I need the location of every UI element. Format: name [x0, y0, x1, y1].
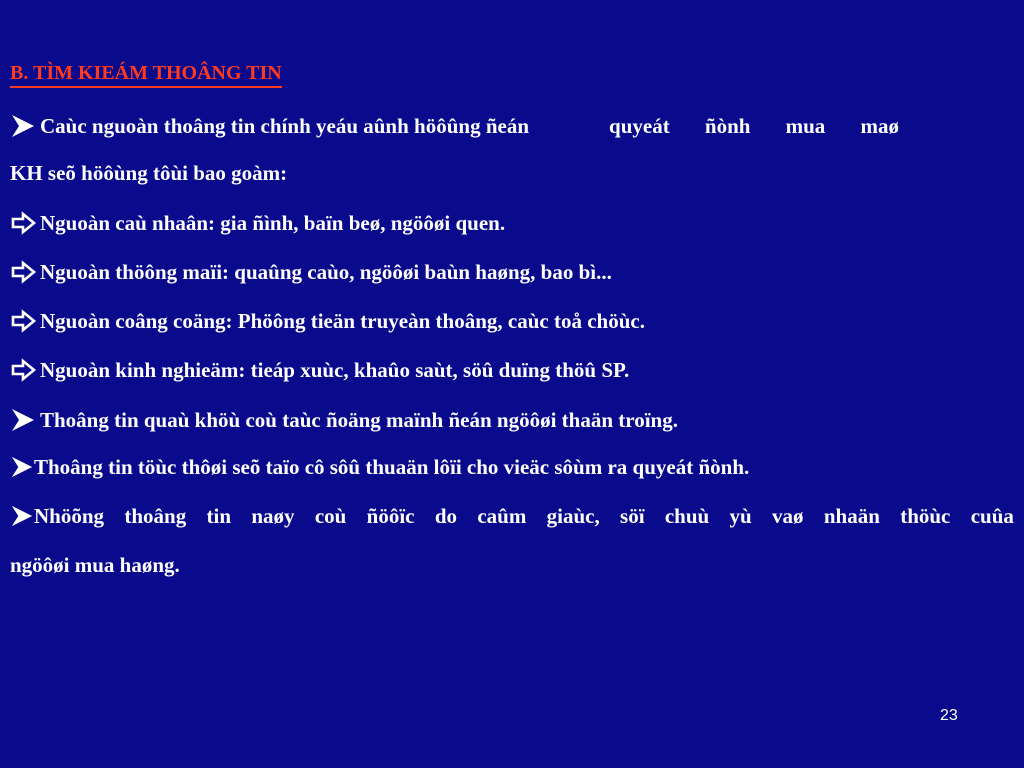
word: ñònh: [704, 114, 751, 138]
bullet-text: Thoâng tin quaù khöù coù taùc ñoäng maïnh ñeán ngöôøi thaän troïng.: [40, 408, 678, 432]
word: nhaän: [823, 504, 880, 528]
first-word-group: [10, 503, 104, 529]
bullet-text: Thoâng tin töùc thôøi seõ taïo cô sôû thuaän lôïi cho vieäc sôùm ra quyeát ñònh.: [34, 455, 750, 479]
word: mua: [785, 114, 826, 138]
right-arrow-icon: [10, 358, 40, 382]
right-arrow-icon: [10, 211, 40, 235]
word: thöùc: [900, 504, 951, 528]
justified-line: [10, 503, 1014, 529]
bullet-line-sources: [10, 113, 899, 139]
sub-item-text: Nguoàn kinh nghieäm: tieáp xuùc, khaûo saùt, söû duïng thöû SP.: [40, 358, 630, 382]
sources-intro-text: Caùc nguoàn thoâng tin chính yeáu aûnh höôûng ñeán: [40, 114, 530, 138]
sub-item-public: [10, 308, 645, 334]
bullet-line-perception: [10, 503, 1014, 529]
word: do: [434, 504, 457, 528]
sources-intro-cont-text: KH seõ höôùng tôùi bao goàm:: [10, 161, 288, 185]
word: vaø: [772, 504, 804, 528]
word: ñöôïc: [366, 504, 415, 528]
sub-item-text: Nguoàn coâng coäng: Phöông tieän truyeàn thoâng, caùc toå chöùc.: [40, 309, 645, 333]
word: giaùc,: [546, 504, 600, 528]
page-number: 23: [940, 707, 958, 724]
word: caûm: [477, 504, 527, 528]
arrowhead-bullet-icon: [10, 114, 40, 138]
word: yù: [729, 504, 752, 528]
arrowhead-bullet-icon: [10, 504, 34, 528]
sources-intro-tail: [609, 113, 899, 139]
word: maø: [860, 114, 899, 138]
sub-item-text: Nguoàn thöông maïi: quaûng caùo, ngöôøi baùn haøng, bao bì...: [40, 260, 612, 284]
sub-item-personal: [10, 210, 505, 236]
word: tin: [206, 504, 232, 528]
right-arrow-icon: [10, 260, 40, 284]
word: quyeát: [609, 114, 670, 138]
arrowhead-bullet-icon: [10, 455, 34, 479]
word: naøy: [251, 504, 295, 528]
sources-intro-continuation: [10, 160, 287, 186]
perception-continuation: [10, 552, 180, 578]
word: cuûa: [970, 504, 1014, 528]
bullet-text: ngöôøi mua haøng.: [10, 553, 180, 577]
word: söï: [620, 504, 645, 528]
word: chuù: [664, 504, 710, 528]
word: Nhöõng: [34, 504, 105, 528]
right-arrow-icon: [10, 309, 40, 333]
bullet-line-instant-info: [10, 454, 749, 480]
bullet-line-past-info: [10, 407, 678, 433]
sub-item-experience: [10, 357, 629, 383]
sub-item-commercial: [10, 259, 612, 285]
word: coù: [314, 504, 347, 528]
slide-title: B. TÌM KIEÁM THOÂNG TIN: [10, 61, 282, 88]
word: thoâng: [124, 504, 187, 528]
sub-item-text: Nguoàn caù nhaân: gia ñình, baïn beø, ngöôøi quen.: [40, 211, 506, 235]
arrowhead-bullet-icon: [10, 408, 40, 432]
